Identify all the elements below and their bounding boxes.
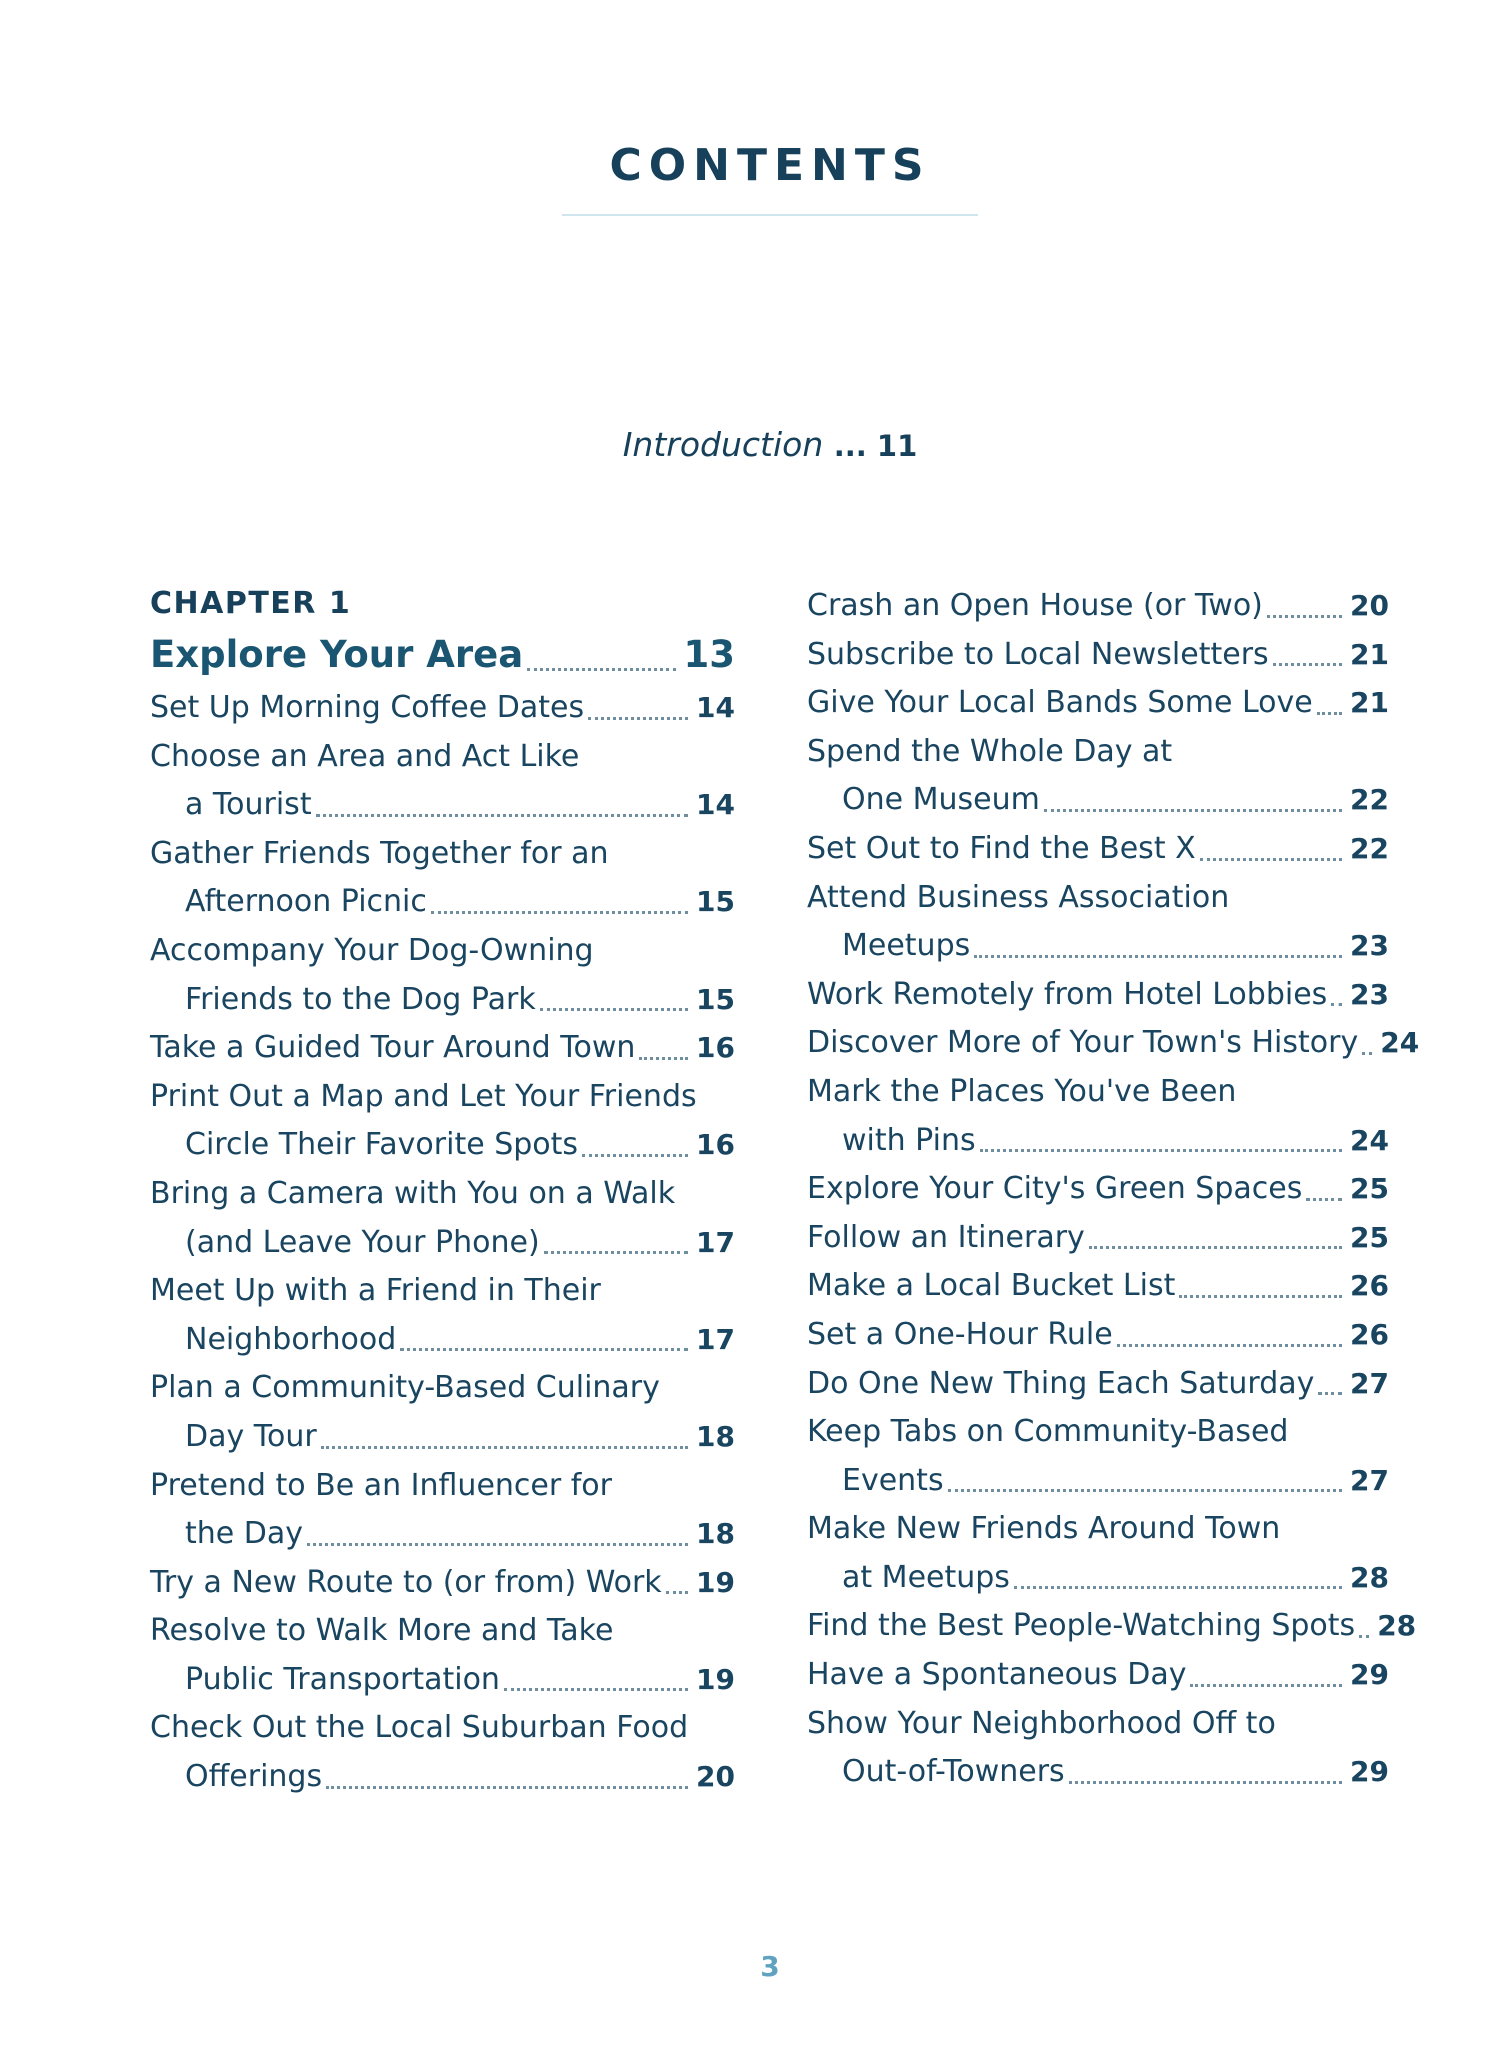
toc-entry-line xyxy=(807,776,1389,825)
toc-entry-line xyxy=(150,733,735,782)
dot-leader xyxy=(400,1348,688,1351)
toc-entry-title: Events xyxy=(842,1462,944,1498)
toc-entry[interactable] xyxy=(150,1559,735,1608)
dot-leader xyxy=(1089,1246,1342,1249)
toc-entry-title: One Museum xyxy=(842,782,1040,818)
dot-leader xyxy=(307,1543,688,1546)
dot-leader xyxy=(1273,663,1342,666)
dot-leader xyxy=(527,668,675,671)
toc-entry-title: Meet Up with a Friend in Their xyxy=(150,1273,601,1309)
toc-entry-title: Day Tour xyxy=(185,1418,317,1454)
toc-entry[interactable] xyxy=(150,1170,735,1267)
toc-entry-page: 23 xyxy=(1350,929,1389,963)
chapter-title-entry[interactable] xyxy=(150,626,735,684)
dot-leader xyxy=(639,1057,688,1060)
toc-entry-line xyxy=(150,1170,735,1219)
toc-right-column xyxy=(807,582,1420,1797)
toc-entry-line xyxy=(807,1457,1389,1506)
toc-entry-line xyxy=(807,728,1389,777)
dot-leader xyxy=(1362,1052,1372,1055)
toc-entry[interactable] xyxy=(807,1360,1389,1409)
toc-entry-title: Have a Spontaneous Day xyxy=(807,1657,1187,1693)
toc-entry-line xyxy=(807,1602,1417,1651)
toc-left-column xyxy=(150,582,735,1802)
toc-entry-line xyxy=(807,1262,1389,1311)
toc-entry-title: Resolve to Walk More and Take xyxy=(150,1613,614,1649)
page-title: CONTENTS xyxy=(609,140,931,191)
dot-leader xyxy=(1117,1344,1342,1347)
toc-entry-title: Set Out to Find the Best X xyxy=(807,830,1196,866)
toc-entry-title: Offerings xyxy=(185,1759,323,1795)
dot-leader xyxy=(1318,1392,1342,1395)
toc-entry-page: 17 xyxy=(696,1322,735,1356)
toc-entry-line xyxy=(150,1316,735,1365)
toc-entry-page: 18 xyxy=(696,1419,735,1453)
dot-leader xyxy=(321,1446,688,1449)
toc-entry[interactable] xyxy=(807,1311,1389,1360)
toc-entry-page: 19 xyxy=(696,1662,735,1696)
toc-entry[interactable] xyxy=(807,582,1389,631)
dot-leader xyxy=(588,717,688,720)
toc-entry[interactable] xyxy=(150,927,735,1024)
toc-entry-line xyxy=(807,1700,1389,1749)
toc-entry-title: Crash an Open House (or Two) xyxy=(807,588,1263,623)
toc-entry-page: 29 xyxy=(1350,1658,1389,1692)
toc-entry-line xyxy=(150,1462,735,1511)
toc-entry-line xyxy=(807,1748,1389,1797)
toc-entry-page: 22 xyxy=(1350,783,1389,817)
toc-entry-title: Work Remotely from Hotel Lobbies xyxy=(807,976,1328,1012)
dot-leader xyxy=(980,1149,1342,1152)
toc-entry-title: Meetups xyxy=(842,928,971,964)
toc-entry-title: Make New Friends Around Town xyxy=(807,1511,1281,1547)
toc-entry-line xyxy=(150,1704,735,1753)
toc-entry-title: the Day xyxy=(185,1516,304,1552)
toc-entry-title: Public Transportation xyxy=(185,1661,500,1697)
toc-entry[interactable] xyxy=(807,631,1389,680)
toc-entry-page: 25 xyxy=(1350,1220,1389,1254)
toc-entry[interactable] xyxy=(807,971,1389,1020)
chapter-title: Explore Your Area xyxy=(150,633,524,676)
toc-entry-line xyxy=(150,1024,735,1073)
dot-leader xyxy=(1359,1635,1369,1638)
toc-entry-page: 21 xyxy=(1350,637,1389,671)
toc-left-list xyxy=(150,684,735,1802)
toc-entry-page: 22 xyxy=(1350,831,1389,865)
dot-leader xyxy=(544,1251,688,1254)
toc-entry-title: Take a Guided Tour Around Town xyxy=(150,1030,636,1066)
toc-entry[interactable] xyxy=(150,1073,735,1170)
dot-leader xyxy=(582,1154,688,1157)
toc-entry[interactable] xyxy=(807,825,1389,874)
toc-entry-title: Find the Best People-Watching Spots xyxy=(807,1608,1356,1644)
toc-entry-title: Circle Their Favorite Spots xyxy=(185,1127,579,1163)
dot-leader xyxy=(974,955,1342,958)
toc-entry-line xyxy=(807,1019,1420,1068)
toc-entry-title: Friends to the Dog Park xyxy=(185,981,536,1017)
toc-entry[interactable] xyxy=(807,1019,1420,1068)
dot-leader xyxy=(1069,1781,1342,1784)
toc-entry-line xyxy=(807,1554,1389,1603)
toc-entry-page: 15 xyxy=(696,982,735,1016)
toc-entry-title: with Pins xyxy=(842,1122,976,1158)
toc-entry-title: Attend Business Association xyxy=(807,879,1230,915)
toc-entry-title: Discover More of Your Town's History xyxy=(807,1025,1359,1061)
toc-entry-title: Print Out a Map and Let Your Friends xyxy=(150,1078,697,1114)
toc-entry-line xyxy=(150,1656,735,1705)
toc-entry[interactable] xyxy=(150,1267,735,1364)
toc-entry-page: 24 xyxy=(1380,1026,1420,1060)
toc-entry-title: Pretend to Be an Influencer for xyxy=(150,1467,612,1503)
toc-entry[interactable] xyxy=(150,733,735,830)
dot-leader xyxy=(1179,1295,1342,1298)
toc-entry-line xyxy=(150,976,735,1025)
toc-entry[interactable] xyxy=(150,1024,735,1073)
toc-entry-line xyxy=(807,1408,1389,1457)
toc-entry-title: Set a One-Hour Rule xyxy=(807,1316,1113,1352)
toc-entry[interactable] xyxy=(150,1462,735,1559)
toc-entry-title: Try a New Route to (or from) Work xyxy=(150,1564,662,1600)
toc-entry[interactable] xyxy=(807,1505,1389,1602)
toc-right-list xyxy=(807,582,1420,1797)
toc-entry-line xyxy=(150,927,735,976)
dot-leader xyxy=(948,1489,1342,1492)
toc-entry-line xyxy=(150,878,735,927)
toc-entry-title: Give Your Local Bands Some Love xyxy=(807,685,1313,721)
toc-entry-title: Make a Local Bucket List xyxy=(807,1268,1176,1304)
toc-entry[interactable] xyxy=(150,1607,735,1704)
toc-entry[interactable] xyxy=(150,1704,735,1801)
toc-entry-title: Mark the Places You've Been xyxy=(807,1073,1237,1109)
toc-entry[interactable] xyxy=(807,1068,1389,1165)
toc-entry-title: Set Up Morning Coffee Dates xyxy=(150,690,585,725)
toc-entry-line xyxy=(807,1505,1389,1554)
dot-leader xyxy=(540,1008,688,1011)
toc-entry-page: 14 xyxy=(696,788,735,822)
toc-entry-page: 23 xyxy=(1350,977,1389,1011)
toc-entry-title: Follow an Itinerary xyxy=(807,1219,1085,1255)
toc-entry-line xyxy=(150,1267,735,1316)
toc-entry-page: 29 xyxy=(1350,1755,1389,1789)
toc-entry-line xyxy=(807,679,1389,728)
toc-entry[interactable] xyxy=(150,830,735,927)
toc-entry-page: 24 xyxy=(1350,1123,1389,1157)
toc-entry[interactable] xyxy=(807,1651,1389,1700)
toc-entry-title: Accompany Your Dog-Owning xyxy=(150,932,594,968)
toc-entry-page: 26 xyxy=(1350,1269,1389,1303)
toc-entry-title: Show Your Neighborhood Off to xyxy=(807,1705,1276,1741)
toc-entry-title: Spend the Whole Day at xyxy=(807,733,1173,769)
toc-entry[interactable] xyxy=(807,1700,1389,1797)
toc-entry-line xyxy=(807,1068,1389,1117)
toc-entry[interactable] xyxy=(150,1364,735,1461)
toc-entry-page: 19 xyxy=(696,1565,735,1599)
toc-entry[interactable] xyxy=(807,728,1389,825)
toc-entry[interactable] xyxy=(807,1165,1389,1214)
toc-entry-line xyxy=(150,1121,735,1170)
introduction-label: Introduction xyxy=(622,425,824,464)
toc-entry-line xyxy=(150,1073,735,1122)
chapter-page-number: 13 xyxy=(683,633,735,676)
toc-entry-title: Check Out the Local Suburban Food xyxy=(150,1710,689,1746)
toc-entry-line xyxy=(150,781,735,830)
toc-entry-line xyxy=(150,830,735,879)
toc-entry-title: Out-of-Towners xyxy=(842,1754,1065,1790)
toc-entry-page: 27 xyxy=(1350,1463,1389,1497)
toc-entry-line xyxy=(807,1311,1389,1360)
toc-entry-line xyxy=(807,825,1389,874)
toc-entry[interactable] xyxy=(807,1408,1389,1505)
toc-entry-line xyxy=(807,922,1389,971)
toc-entry-page: 17 xyxy=(696,1225,735,1259)
toc-entry-page: 16 xyxy=(696,1031,735,1065)
toc-entry[interactable] xyxy=(807,1214,1389,1263)
toc-entry-title: Do One New Thing Each Saturday xyxy=(807,1365,1315,1401)
toc-entry[interactable] xyxy=(807,1262,1389,1311)
toc-entry-title: Afternoon Picnic xyxy=(185,884,427,920)
toc-entry-page: 26 xyxy=(1350,1317,1389,1351)
chapter-label: CHAPTER 1 xyxy=(150,586,352,621)
dot-leader xyxy=(1190,1684,1342,1687)
dot-leader xyxy=(316,814,688,817)
toc-entry-page: 18 xyxy=(696,1517,735,1551)
toc-entry-page: 14 xyxy=(696,691,735,724)
page-number: 3 xyxy=(760,1950,780,1983)
toc-entry-line xyxy=(807,971,1389,1020)
toc-entry[interactable] xyxy=(807,679,1389,728)
toc-entry-page: 28 xyxy=(1377,1609,1417,1643)
toc-entry-title: Choose an Area and Act Like xyxy=(150,738,580,774)
toc-entry-line xyxy=(807,1165,1389,1214)
dot-leader xyxy=(1306,1198,1342,1201)
toc-entry-line xyxy=(807,1117,1389,1166)
toc-entry[interactable] xyxy=(807,874,1389,971)
title-underline xyxy=(562,214,978,216)
dot-leader xyxy=(1267,615,1342,618)
toc-entry-title: (and Leave Your Phone) xyxy=(185,1224,540,1260)
dot-leader xyxy=(666,1591,688,1594)
introduction-entry[interactable] xyxy=(0,425,1500,464)
toc-entry-line xyxy=(150,1559,735,1608)
dot-leader xyxy=(504,1688,688,1691)
toc-entry-page: 20 xyxy=(696,1760,735,1794)
toc-entry-line xyxy=(807,1360,1389,1409)
toc-entry-title: Subscribe to Local Newsletters xyxy=(807,636,1269,672)
toc-entry-line xyxy=(150,1753,735,1802)
dot-leader xyxy=(1014,1586,1342,1589)
toc-entry-line xyxy=(150,1219,735,1268)
dot-leader xyxy=(1331,1003,1342,1006)
toc-entry-title: Neighborhood xyxy=(185,1321,397,1357)
toc-entry-page: 21 xyxy=(1350,686,1389,720)
dot-leader xyxy=(431,911,688,914)
toc-entry-line xyxy=(807,874,1389,923)
toc-entry-title: Gather Friends Together for an xyxy=(150,835,609,871)
toc-entry-title: Bring a Camera with You on a Walk xyxy=(150,1175,676,1211)
toc-entry-title: Keep Tabs on Community-Based xyxy=(807,1414,1289,1450)
toc-entry[interactable] xyxy=(150,684,735,733)
dot-leader xyxy=(326,1786,688,1789)
toc-entry-title: at Meetups xyxy=(842,1559,1010,1595)
toc-entry-line xyxy=(807,582,1389,631)
toc-entry-line xyxy=(150,1413,735,1462)
dot-leader xyxy=(1200,858,1342,861)
toc-entry-page: 16 xyxy=(696,1128,735,1162)
toc-entry-page: 28 xyxy=(1350,1560,1389,1594)
toc-entry-page: 27 xyxy=(1350,1366,1389,1400)
toc-entry-title: Plan a Community-Based Culinary xyxy=(150,1370,660,1406)
toc-entry-line xyxy=(807,1214,1389,1263)
toc-entry-line xyxy=(150,1364,735,1413)
toc-entry-page: 20 xyxy=(1350,589,1389,622)
introduction-page: ... 11 xyxy=(833,429,918,463)
toc-entry-title: a Tourist xyxy=(185,787,312,823)
toc-entry-title: Explore Your City's Green Spaces xyxy=(807,1171,1303,1207)
dot-leader xyxy=(1317,712,1342,715)
toc-entry-page: 25 xyxy=(1350,1172,1389,1206)
toc-entry[interactable] xyxy=(807,1602,1417,1651)
toc-entry-line xyxy=(150,684,735,733)
toc-entry-line xyxy=(150,1510,735,1559)
toc-entry-line xyxy=(150,1607,735,1656)
dot-leader xyxy=(1044,809,1342,812)
toc-entry-page: 15 xyxy=(696,885,735,919)
toc-entry-line xyxy=(807,631,1389,680)
toc-entry-line xyxy=(807,1651,1389,1700)
